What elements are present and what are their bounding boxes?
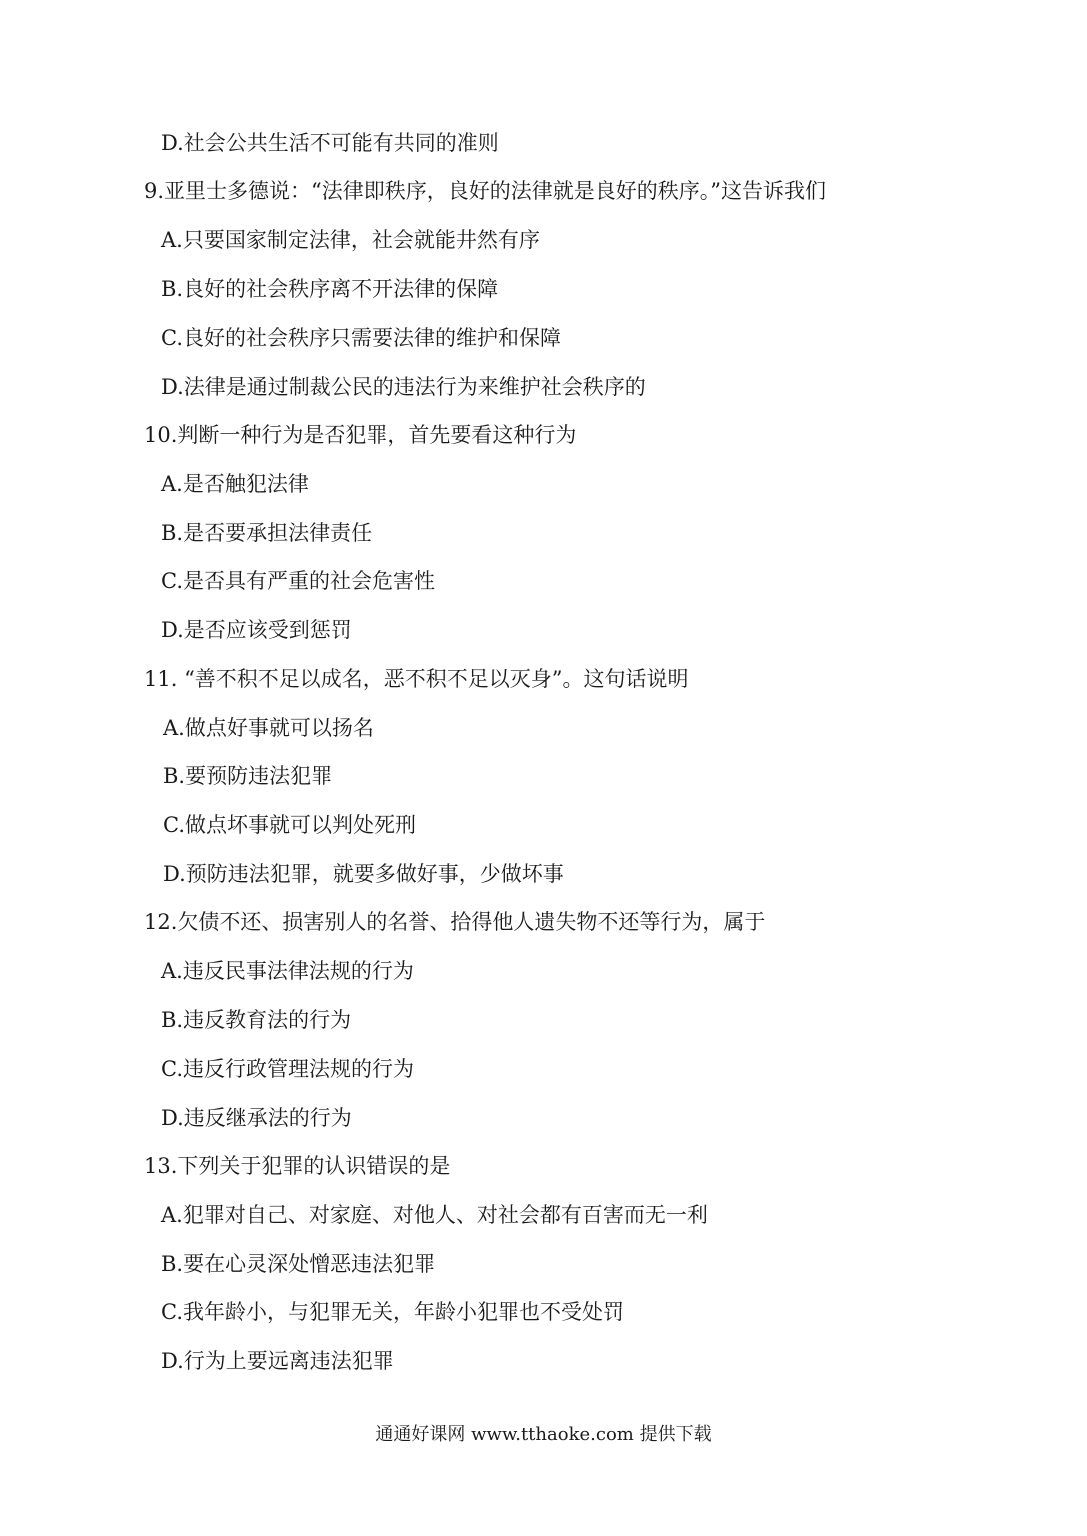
q11-option-d: D.预防违法犯罪，就要多做好事，少做坏事 [163,862,564,886]
q9-option-a: A.只要国家制定法律，社会就能井然有序 [161,228,540,252]
question-9: 9.亚里士多德说：“法律即秩序，良好的法律就是良好的秩序。”这告诉我们 [144,179,827,203]
page-footer: 通通好课网 www.tthaoke.com 提供下载 [375,1424,712,1445]
q9-option-b: B.良好的社会秩序离不开法律的保障 [161,277,499,301]
question-12: 12.欠债不还、损害别人的名誉、拾得他人遗失物不还等行为，属于 [144,910,766,934]
question-13: 13.下列关于犯罪的认识错误的是 [144,1154,451,1178]
q13-option-a: A.犯罪对自己、对家庭、对他人、对社会都有百害而无一利 [161,1203,708,1227]
q10-option-d: D.是否应该受到惩罚 [161,618,352,642]
q10-option-c: C.是否具有严重的社会危害性 [161,569,435,593]
q9-option-c: C.良好的社会秩序只需要法律的维护和保障 [161,326,561,350]
q11-option-c: C.做点坏事就可以判处死刑 [163,813,416,837]
q8-option-d: D.社会公共生活不可能有共同的准则 [161,131,499,155]
q12-option-c: C.违反行政管理法规的行为 [161,1057,414,1081]
q9-option-d: D.法律是通过制裁公民的违法行为来维护社会秩序的 [161,375,646,399]
q13-option-c: C.我年龄小，与犯罪无关，年龄小犯罪也不受处罚 [161,1300,624,1324]
q13-option-b: B.要在心灵深处憎恶违法犯罪 [161,1252,436,1276]
q11-option-b: B.要预防违法犯罪 [163,764,333,788]
q13-option-d: D.行为上要远离违法犯罪 [161,1349,394,1373]
q12-option-d: D.违反继承法的行为 [161,1106,352,1130]
question-11: 11. “善不积不足以成名，恶不积不足以灭身”。这句话说明 [144,667,689,691]
q12-option-a: A.违反民事法律法规的行为 [161,959,414,983]
question-10: 10.判断一种行为是否犯罪，首先要看这种行为 [144,423,577,447]
q10-option-b: B.是否要承担法律责任 [161,521,373,545]
q10-option-a: A.是否触犯法律 [161,472,309,496]
q11-option-a: A.做点好事就可以扬名 [163,716,374,740]
q12-option-b: B.违反教育法的行为 [161,1008,352,1032]
